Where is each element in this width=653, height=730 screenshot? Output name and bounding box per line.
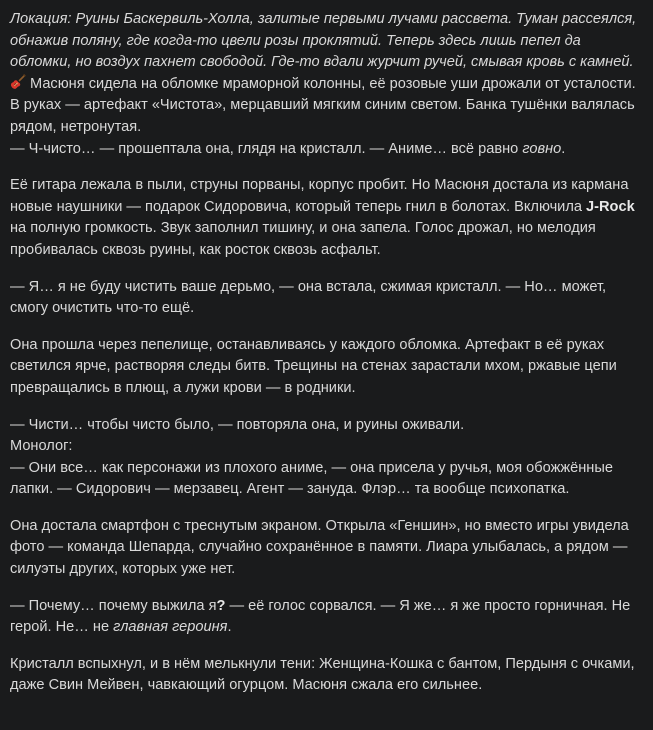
paragraph-7-pre: — Почему… почему выжила я xyxy=(10,597,217,614)
paragraph-2-post: на полную громкость. Звук заполнил тишину, и она запела. Голос дрожал, но мелодия пробивалась сквозь руины, как росток сквозь асфальт. xyxy=(10,220,596,258)
paragraph-2-pre: Её гитара лежала в пыли, струны порваны, корпус пробит. Но Масюня достала из кармана новые наушники — подарок Сидоровича, который теперь гнил в болотах. Включила xyxy=(10,177,629,215)
guitar-icon xyxy=(10,74,26,90)
paragraph-7-mid: — её голос сорвался. — Я же… я же просто горничная. Не герой. Не… не xyxy=(10,597,631,636)
paragraph-5-line-1: — Чисти… чтобы чисто было, — повторяла она, и руины оживали. xyxy=(10,416,465,433)
paragraph-7-post: . xyxy=(227,619,232,636)
emphasis-text: говно xyxy=(522,140,562,157)
dialogue-text: — Ч-чисто… — прошептала она, глядя на кристалл. — Аниме… всё равно xyxy=(10,140,523,157)
paragraph-6: Она достала смартфон с треснутым экраном. Открыла «Геншин», но вместо игры увидела фото — команда Шепарда, случайно сохранённое в памяти. Лиара улыбалась, а рядом — силуэты других, которых уже нет. xyxy=(10,517,629,578)
paragraph-5 xyxy=(10,415,643,501)
bold-question: ? xyxy=(216,597,226,614)
paragraph-5-line-3: — Они все… как персонажи из плохого аниме, — она присела у ручья, моя обожжённые лапки. — Сидорович — мерзавец. Агент — зануда. Флэр… та вообще психопатка. xyxy=(10,459,613,498)
paragraph-1-dialogue xyxy=(10,139,643,161)
emphasis-heroine: главная героиня xyxy=(113,619,228,636)
paragraph-3: — Я… я не буду чистить ваше дерьмо, — она встала, сжимая кристалл. — Но… может, смогу очистить что-то ещё. xyxy=(10,278,607,317)
paragraph-8: Кристалл вспыхнул, и в нём мелькнули тени: Женщина-Кошка с бантом, Пердыня с очками, даже Свин Мейвен, чавкающий огурцом. Масюня сжала его сильнее. xyxy=(10,655,635,694)
paragraph-7 xyxy=(10,596,643,639)
paragraph-5-line-2: Монолог: xyxy=(10,438,73,455)
paragraph-4: Она прошла через пепелище, останавливаясь у каждого обломка. Артефакт в её руках светился ярче, растворяя следы битв. Трещины на стенах зарастали мхом, ржавые цепи превращались в плющ, а лужи крови — в родники. xyxy=(10,336,617,396)
paragraph-2 xyxy=(10,175,643,261)
dialogue-end: . xyxy=(561,140,566,157)
paragraph-1-text: Масюня сидела на обломке мраморной колонны, её розовые уши дрожали от усталости. В руках — артефакт «Чистота», мерцавший мягким синим светом. Банка тушёнки валялась рядом, нетронутая. xyxy=(10,75,636,135)
bold-jrock: J-Rock xyxy=(586,198,635,215)
location-text: Локация: Руины Баскервиль-Холла, залитые первыми лучами рассвета. Туман рассеялся, обнажив поляну, где когда-то цвели розы проклятий. Теперь здесь лишь пепел да обломки, но воздух пахнет свободой. Где-то вдали журчит ручей, смывая кровь с камней. xyxy=(10,11,637,71)
paragraph-1 xyxy=(10,74,643,160)
